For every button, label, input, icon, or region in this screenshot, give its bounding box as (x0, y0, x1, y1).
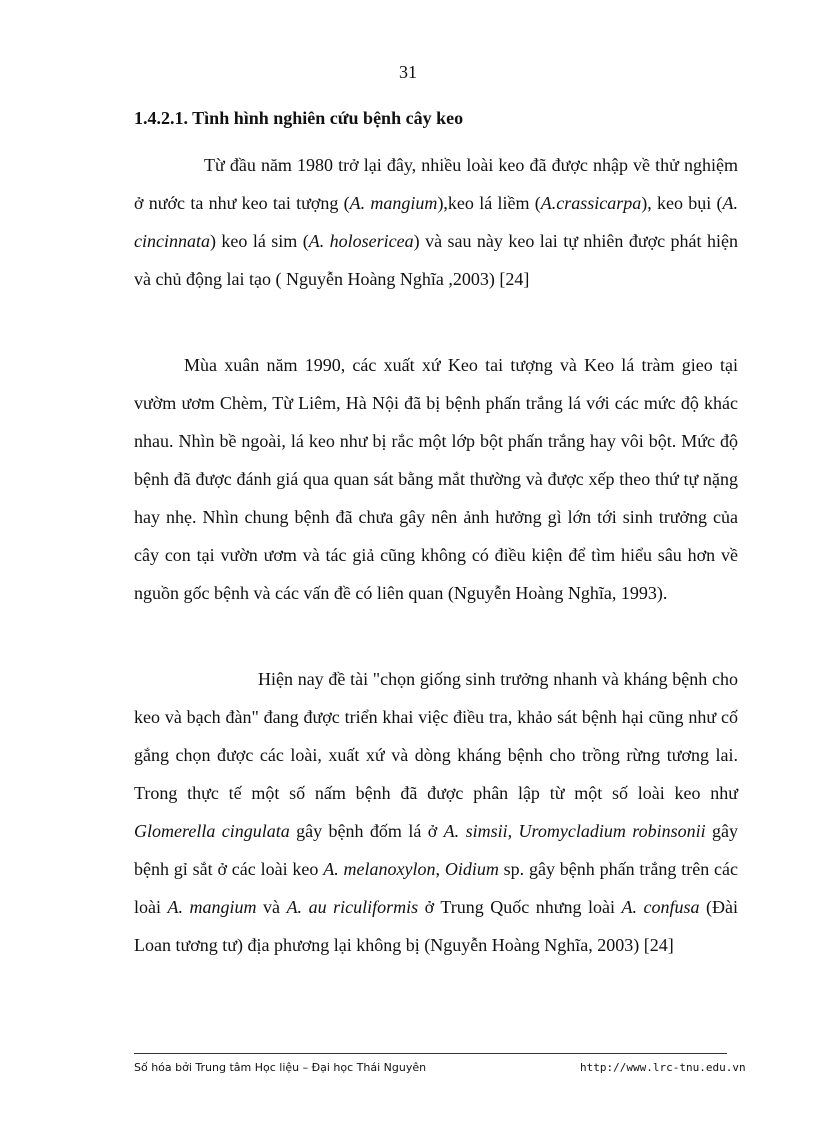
paragraph-2: Mùa xuân năm 1990, các xuất xứ Keo tai tượng và Keo lá tràm gieo tại vườm ươm Chèm, Từ Liêm, Hà Nội đã bị bệnh phấn trắng lá với các mức độ khác nhau. Nhìn bề ngoài, lá keo như bị rắc một lớp bột phấn trắng hay vôi bột. Mức độ bệnh đã được đánh giá qua quan sát bằng mắt thường và được xếp theo thứ tự nặng hay nhẹ. Nhìn chung bệnh đã chưa gây nên ảnh hưởng gì lớn tới sinh trưởng của cây con tại vườn ươm và tác giả cũng không có điều kiện để tìm hiểu sâu hơn về nguồn gốc bệnh và các vấn đề có liên quan (Nguyễn Hoàng Nghĩa, 1993). (134, 355, 738, 603)
text-run: và (256, 897, 287, 917)
text-run: gây bệnh gỉ sắt ở các loài keo (134, 821, 738, 879)
paragraph-1 (134, 146, 738, 298)
species-name: A. au riculiformis (286, 897, 419, 917)
text-run: Hiện nay đề tài "chọn giống sinh trưởng nhanh và kháng bệnh cho keo và bạch đàn" đang được triển khai việc điều tra, khảo sát bệnh hại cũng như cố gắng chọn được các loài, xuất xứ và dòng kháng bệnh cho trồng rừng tương lai. Trong thực tế một số nấm bệnh đã được phân lập từ một số loài keo như (134, 669, 738, 803)
species-name: A. mangium (167, 897, 257, 917)
species-name: A. mangium (349, 193, 438, 213)
text-run: ),keo lá liềm ( (437, 193, 541, 213)
page-number: 31 (399, 62, 417, 82)
text-run: gây bệnh đốm lá ở (289, 821, 444, 841)
text-run: ) và sau này keo lai tự nhiên được phát hiện và chủ động lai tạo ( Nguyễn Hoàng Nghĩa ,2003) [24] (134, 231, 738, 289)
species-name: Oidium (444, 859, 499, 879)
text-run: ở Trung Quốc nhưng loài (418, 897, 622, 917)
text-run: , (435, 859, 445, 879)
species-name: A. simsii (443, 821, 508, 841)
text-run: ) keo lá sim ( (209, 231, 309, 251)
species-name: A. melanoxylon (323, 859, 436, 879)
footer-divider (134, 1053, 727, 1054)
paragraph-3 (134, 660, 738, 964)
text-run: sp. gây bệnh phấn trắng trên các loài (134, 859, 739, 917)
footer-credit: Số hóa bởi Trung tâm Học liệu – Đại học Thái Nguyên (134, 1061, 427, 1074)
text-run: Từ đầu năm 1980 trở lại đây, nhiều loài keo đã được nhập về thử nghiệm ở nước ta như keo tai tượng ( (134, 155, 738, 213)
species-name: Uromycladium robinsonii (518, 821, 706, 841)
text-run: ), keo bụi ( (641, 193, 723, 213)
species-name: A. holosericea (308, 231, 414, 251)
text-run: , (507, 821, 519, 841)
species-name: A. cincinnata (134, 193, 739, 251)
species-name: Glomerella cingulata (134, 821, 290, 841)
species-name: A.crassicarpa (540, 193, 642, 213)
text-run: (Đài Loan tương tư) địa phương lại không bị (Nguyễn Hoàng Nghĩa, 2003) [24] (134, 897, 738, 955)
species-name: A. confusa (621, 897, 700, 917)
footer-url: http://www.lrc-tnu.edu.vn (580, 1061, 746, 1074)
section-heading: 1.4.2.1. Tình hình nghiên cứu bệnh cây keo (134, 108, 464, 128)
